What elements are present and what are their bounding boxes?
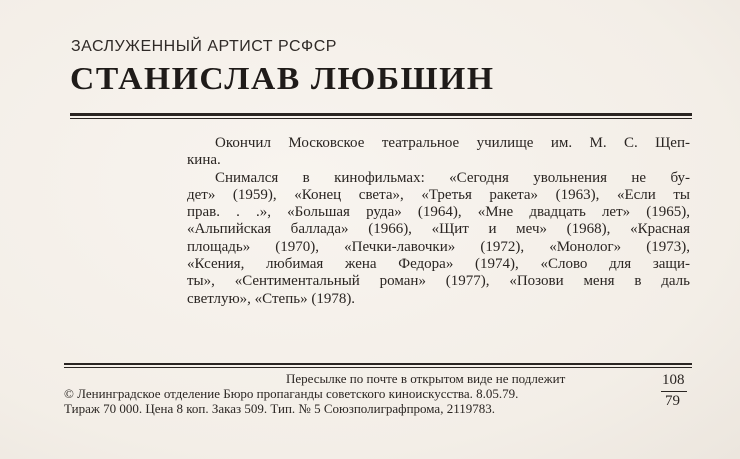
- publisher-line: © Ленинградское отделение Бюро пропаганды советского киноискусства. 8.05.79.: [64, 386, 519, 401]
- bio-line: площадь» (1970), «Печки-лавочки» (1972), «Монолог» (1973),: [187, 238, 690, 255]
- bio-line: Окончил Московское театральное училище им. М. С. Щеп-: [215, 135, 690, 151]
- bio-line: кина.: [187, 152, 221, 169]
- footer-rule-thick: [64, 363, 692, 365]
- bio-line: дет» (1959), «Конец света», «Третья ракета» (1963), «Если ты: [187, 186, 690, 203]
- mail-restriction-note: Пересылке по почте в открытом виде не подлежит: [286, 371, 566, 386]
- print-info-line: Тираж 70 000. Цена 8 коп. Заказ 509. Тип. № 5 Союзполиграфпрома, 2119783.: [64, 401, 495, 416]
- bio-line: «Альпийская баллада» (1966), «Щит и меч» (1968), «Красная: [187, 221, 690, 238]
- bio-line: ты», «Сентиментальный роман» (1977), «Позови меня в даль: [187, 273, 690, 290]
- bio-line: «Ксения, любимая жена Федора» (1974), «Слово для защи-: [187, 256, 690, 273]
- honorary-title: ЗАСЛУЖЕННЫЙ АРТИСТ РСФСР: [71, 38, 337, 55]
- catalog-number-divider: [661, 391, 687, 392]
- catalog-number-top: 108: [662, 372, 685, 388]
- footer-rule-thin: [64, 367, 692, 368]
- bio-line: светлую», «Степь» (1978).: [187, 290, 356, 307]
- bio-line: Снимался в кинофильмах: «Сегодня увольнения не бу-: [215, 169, 690, 186]
- header-rule-thin: [70, 118, 692, 119]
- actor-name: СТАНИСЛАВ ЛЮБШИН: [70, 60, 495, 96]
- biography-text: [187, 135, 690, 308]
- bio-line: прав. . .», «Большая руда» (1964), «Мне двадцать лет» (1965),: [187, 204, 690, 221]
- header-rule-thick: [70, 113, 692, 116]
- catalog-number-bottom: 79: [665, 393, 680, 409]
